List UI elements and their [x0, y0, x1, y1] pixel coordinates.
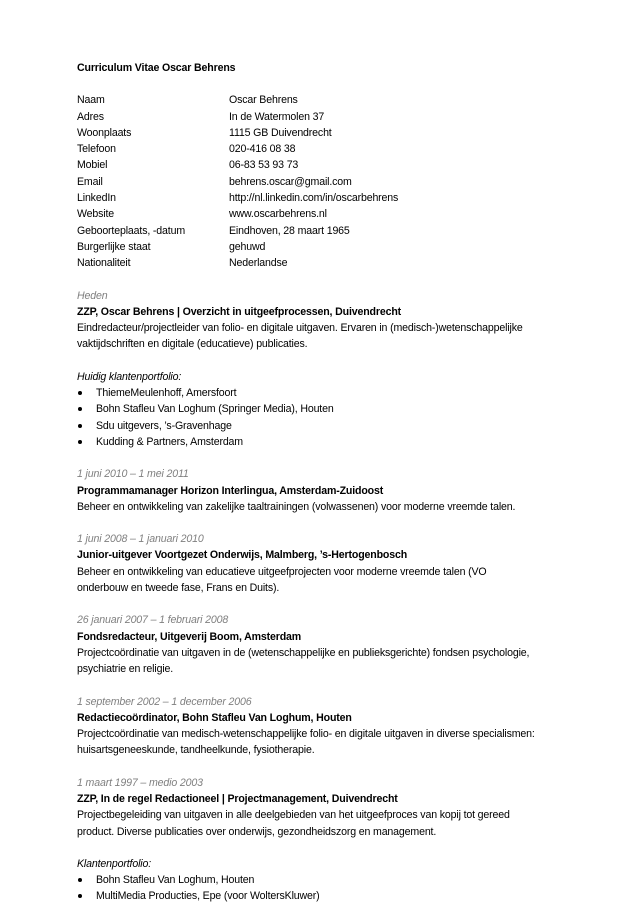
job-desc-line: Beheer en ontwikkeling van educatieve uitgeefprojecten voor moderne vreemde talen (VO [77, 565, 487, 578]
job-desc-line: onderbouw en tweede fase, Frans en Duits). [77, 582, 280, 595]
page-title: Curriculum Vitae Oscar Behrens [77, 62, 236, 74]
info-label: Nationaliteit [77, 257, 131, 270]
email-value[interactable]: behrens.oscar@gmail.com [229, 175, 352, 188]
info-value: Oscar Behrens [229, 94, 298, 107]
job-desc-line: Projectbegeleiding van uitgaven in alle deelgebieden van het uitgeefproces van kopij tot gereed [77, 809, 510, 822]
info-value: 020-416 08 38 [229, 143, 296, 156]
info-value: 1115 GB Duivendrecht [229, 126, 332, 139]
job-desc-line: psychiatrie en religie. [77, 663, 174, 676]
job-role: Programmamanager Horizon Interlingua, Amsterdam-Zuidoost [77, 484, 384, 497]
list-item: Bohn Stafleu Van Loghum, Houten [77, 872, 587, 888]
job-date: 1 maart 1997 – medio 2003 [77, 776, 203, 789]
portfolio-list [77, 385, 587, 450]
job-entry [77, 466, 587, 515]
job-desc-line: Projectcoördinatie van medisch-wetenschappelijke folio- en digitale uitgaven in diverse specialismen: [77, 728, 535, 741]
info-label: Burgerlijke staat [77, 240, 151, 253]
clients-label: Klantenportfolio: [77, 857, 152, 870]
info-label: Mobiel [77, 159, 108, 172]
list-item: MultiMedia Producties, Epe (voor WoltersKluwer) [77, 888, 587, 904]
job-role: Junior-uitgever Voortgezet Onderwijs, Malmberg, ’s-Hertogenbosch [77, 549, 408, 562]
job-desc-line: Beheer en ontwikkeling van zakelijke taaltrainingen (volwassenen) voor moderne vreemde talen. [77, 500, 516, 513]
info-label: LinkedIn [77, 192, 116, 205]
job-entry [77, 612, 587, 677]
info-label: Geboorteplaats, -datum [77, 224, 185, 237]
list-item: ThiemeMeulenhoff, Amersfoort [77, 385, 587, 401]
cv-page [77, 60, 587, 905]
job-desc-line: Projectcoördinatie van uitgaven in de (wetenschappelijke en publieksgerichte) fondsen psychologie, [77, 646, 530, 659]
job-desc-line: Eindredacteur/projectleider van folio- en digitale uitgaven. Ervaren in (medisch-)wetenschappelijke [77, 322, 523, 335]
info-value: Eindhoven, 28 maart 1965 [229, 224, 350, 237]
info-value: In de Watermolen 37 [229, 110, 325, 123]
job-date: 1 juni 2010 – 1 mei 2011 [77, 468, 189, 481]
job-date: 1 september 2002 – 1 december 2006 [77, 695, 252, 708]
job-desc-line: vaktijdschriften en digitale (educatieve) publicaties. [77, 338, 308, 351]
job-date: 26 januari 2007 – 1 februari 2008 [77, 614, 229, 627]
info-label: Naam [77, 94, 105, 107]
job-entry [77, 694, 587, 759]
list-item: Kudding & Partners, Amsterdam [77, 434, 587, 450]
list-item: Bohn Stafleu Van Loghum (Springer Media), Houten [77, 401, 587, 417]
job-desc-line: huisartsgeneeskunde, tandheelkunde, fysiotherapie. [77, 744, 315, 757]
job-entry [77, 531, 587, 596]
clients-list [77, 872, 587, 905]
info-value: Nederlandse [229, 257, 288, 270]
portfolio-label: Huidig klantenportfolio: [77, 370, 182, 383]
list-item: Sdu uitgevers, ’s-Gravenhage [77, 418, 587, 434]
current-position [77, 288, 587, 451]
info-label: Website [77, 208, 115, 221]
job-role: Redactiecoördinator, Bohn Stafleu Van Loghum, Houten [77, 711, 352, 724]
job-role: Fondsredacteur, Uitgeverij Boom, Amsterdam [77, 630, 302, 643]
job-date: Heden [77, 289, 108, 302]
clients-section [77, 856, 587, 905]
job-entry [77, 775, 587, 840]
linkedin-value[interactable]: http://nl.linkedin.com/in/oscarbehrens [229, 192, 399, 205]
info-value: 06-83 53 93 73 [229, 159, 299, 172]
info-label: Email [77, 175, 103, 188]
personal-info [77, 92, 587, 271]
info-label: Telefoon [77, 143, 116, 156]
job-date: 1 juni 2008 – 1 januari 2010 [77, 533, 204, 546]
info-label: Woonplaats [77, 126, 132, 139]
job-role: ZZP, Oscar Behrens | Overzicht in uitgeefprocessen, Duivendrecht [77, 305, 402, 318]
info-value: gehuwd [229, 240, 266, 253]
website-value[interactable]: www.oscarbehrens.nl [229, 208, 327, 221]
job-desc-line: product. Diverse publicaties over onderwijs, gezondheidszorg en management. [77, 825, 437, 838]
info-label: Adres [77, 110, 104, 123]
job-role: ZZP, In de regel Redactioneel | Projectmanagement, Duivendrecht [77, 792, 398, 805]
